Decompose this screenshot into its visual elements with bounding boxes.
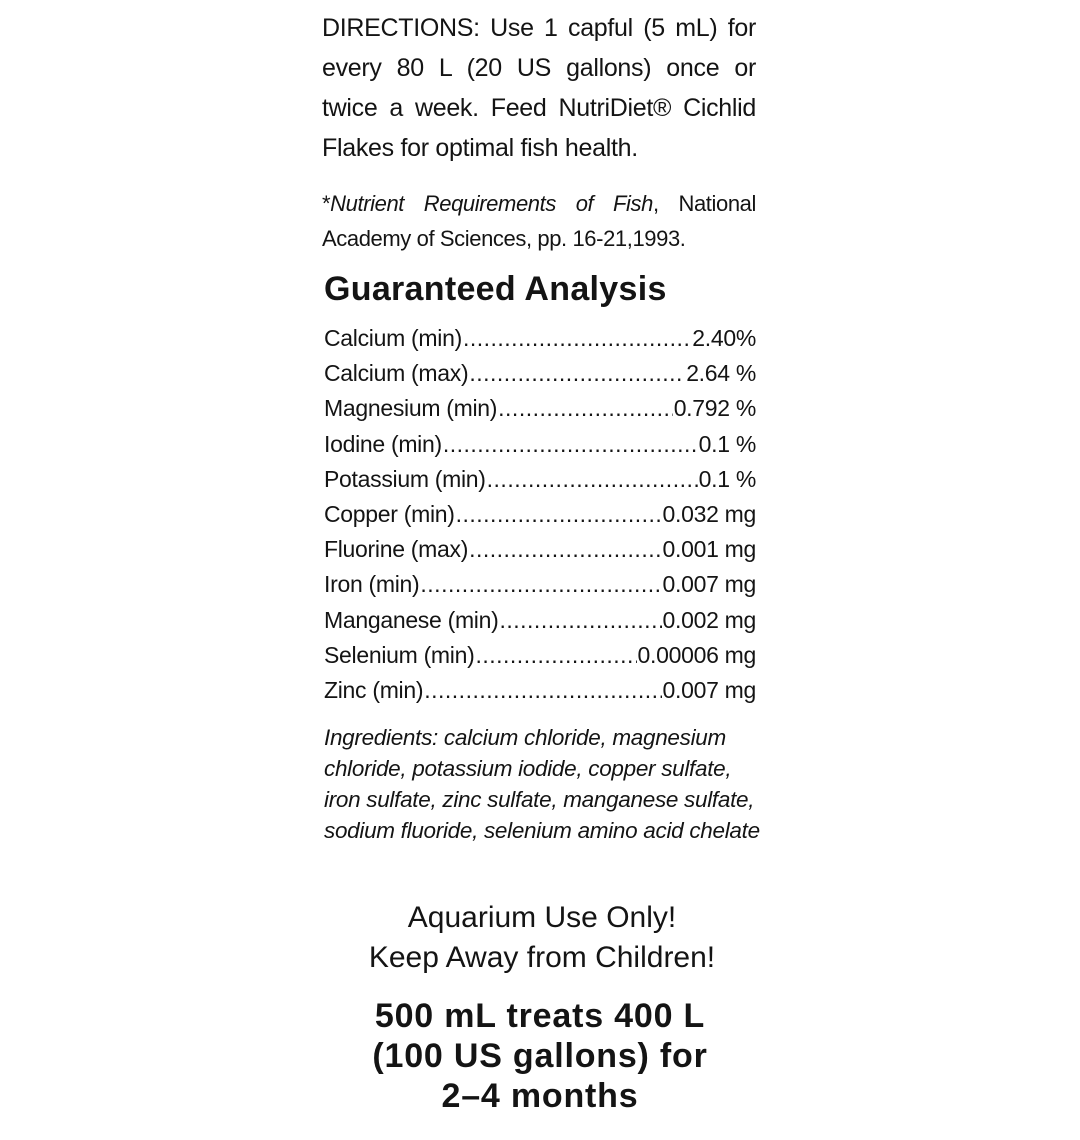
- analysis-row: [324, 497, 756, 532]
- treatment-line-2: (100 US gallons) for: [372, 1037, 708, 1075]
- analysis-row: [324, 356, 756, 391]
- nutrient-name: Potassium (min): [324, 465, 486, 492]
- analysis-row: [324, 321, 756, 356]
- dot-leader: [469, 532, 661, 567]
- nutrient-name: Fluorine (max): [324, 536, 469, 563]
- nutrient-value: 0.1 %: [698, 430, 756, 457]
- nutrient-name: Zinc (min): [324, 676, 424, 703]
- dot-leader: [463, 321, 691, 356]
- dot-leader: [475, 638, 636, 673]
- dot-leader: [499, 603, 661, 638]
- nutrient-name: Iodine (min): [324, 430, 442, 457]
- citation-source: , National Academy of Sciences, pp. 16-21,1993.: [322, 191, 756, 251]
- ingredients-text: Ingredients: calcium chloride, magnesium chloride, potassium iodide, copper sulfate, iron sulfate, zinc sulfate, manganese sulfate, sodium fluoride, selenium amino acid chelate: [324, 725, 760, 843]
- analysis-row: [324, 567, 756, 602]
- children-warning: Keep Away from Children!: [368, 941, 716, 974]
- nutrient-name: Selenium (min): [324, 641, 475, 668]
- nutrient-name: Manganese (min): [324, 606, 499, 633]
- nutrient-value: 0.792 %: [673, 395, 756, 422]
- nutrient-value: 2.40%: [692, 325, 756, 351]
- nutrient-name: Copper (min): [324, 500, 455, 527]
- analysis-row: [324, 532, 756, 567]
- warning-block: [310, 898, 774, 978]
- treatment-line-1: 500 mL treats 400 L: [374, 997, 706, 1035]
- analysis-row: [324, 673, 756, 708]
- nutrient-value: 0.002 mg: [662, 606, 756, 633]
- dot-leader: [424, 673, 661, 708]
- nutrient-value: 0.007 mg: [662, 571, 756, 598]
- nutrient-name: Iron (min): [324, 571, 420, 598]
- analysis-row: [324, 462, 756, 497]
- nutrient-value: 0.032 mg: [662, 500, 756, 527]
- dot-leader: [456, 497, 662, 532]
- analysis-row: [324, 638, 756, 673]
- nutrient-value: 0.1 %: [698, 465, 756, 492]
- nutrient-name: Magnesium (min): [324, 395, 498, 422]
- nutrient-value: 2.64 %: [686, 360, 756, 387]
- analysis-row: [324, 391, 756, 426]
- dot-leader: [420, 567, 661, 602]
- nutrient-value: 0.007 mg: [662, 676, 756, 703]
- citation-title: Nutrient Requirements of Fish: [330, 191, 653, 216]
- dot-leader: [498, 391, 673, 426]
- nutrient-value: 0.001 mg: [662, 536, 756, 563]
- nutrient-name: Calcium (max): [324, 360, 469, 387]
- directions-text: DIRECTIONS: Use 1 capful (5 mL) for every 80 L (20 US gallons) once or twice a week. Feed NutriDiet® Cichlid Flakes for optimal fish health.: [322, 14, 756, 162]
- analysis-list: [324, 321, 756, 708]
- treatment-line-3: 2–4 months: [441, 1077, 639, 1115]
- aquarium-use-warning: Aquarium Use Only!: [407, 901, 677, 934]
- dot-leader: [469, 356, 685, 391]
- analysis-row: [324, 603, 756, 638]
- nutrient-value: 0.00006 mg: [637, 641, 756, 668]
- guaranteed-analysis-title: Guaranteed Analysis: [324, 270, 667, 308]
- citation-asterisk: *: [322, 191, 331, 216]
- analysis-row: [324, 427, 756, 462]
- citation-text: [322, 186, 756, 256]
- dot-leader: [487, 462, 698, 497]
- dot-leader: [443, 427, 698, 462]
- treatment-volume: [300, 996, 780, 1116]
- nutrient-name: Calcium (min): [324, 325, 462, 351]
